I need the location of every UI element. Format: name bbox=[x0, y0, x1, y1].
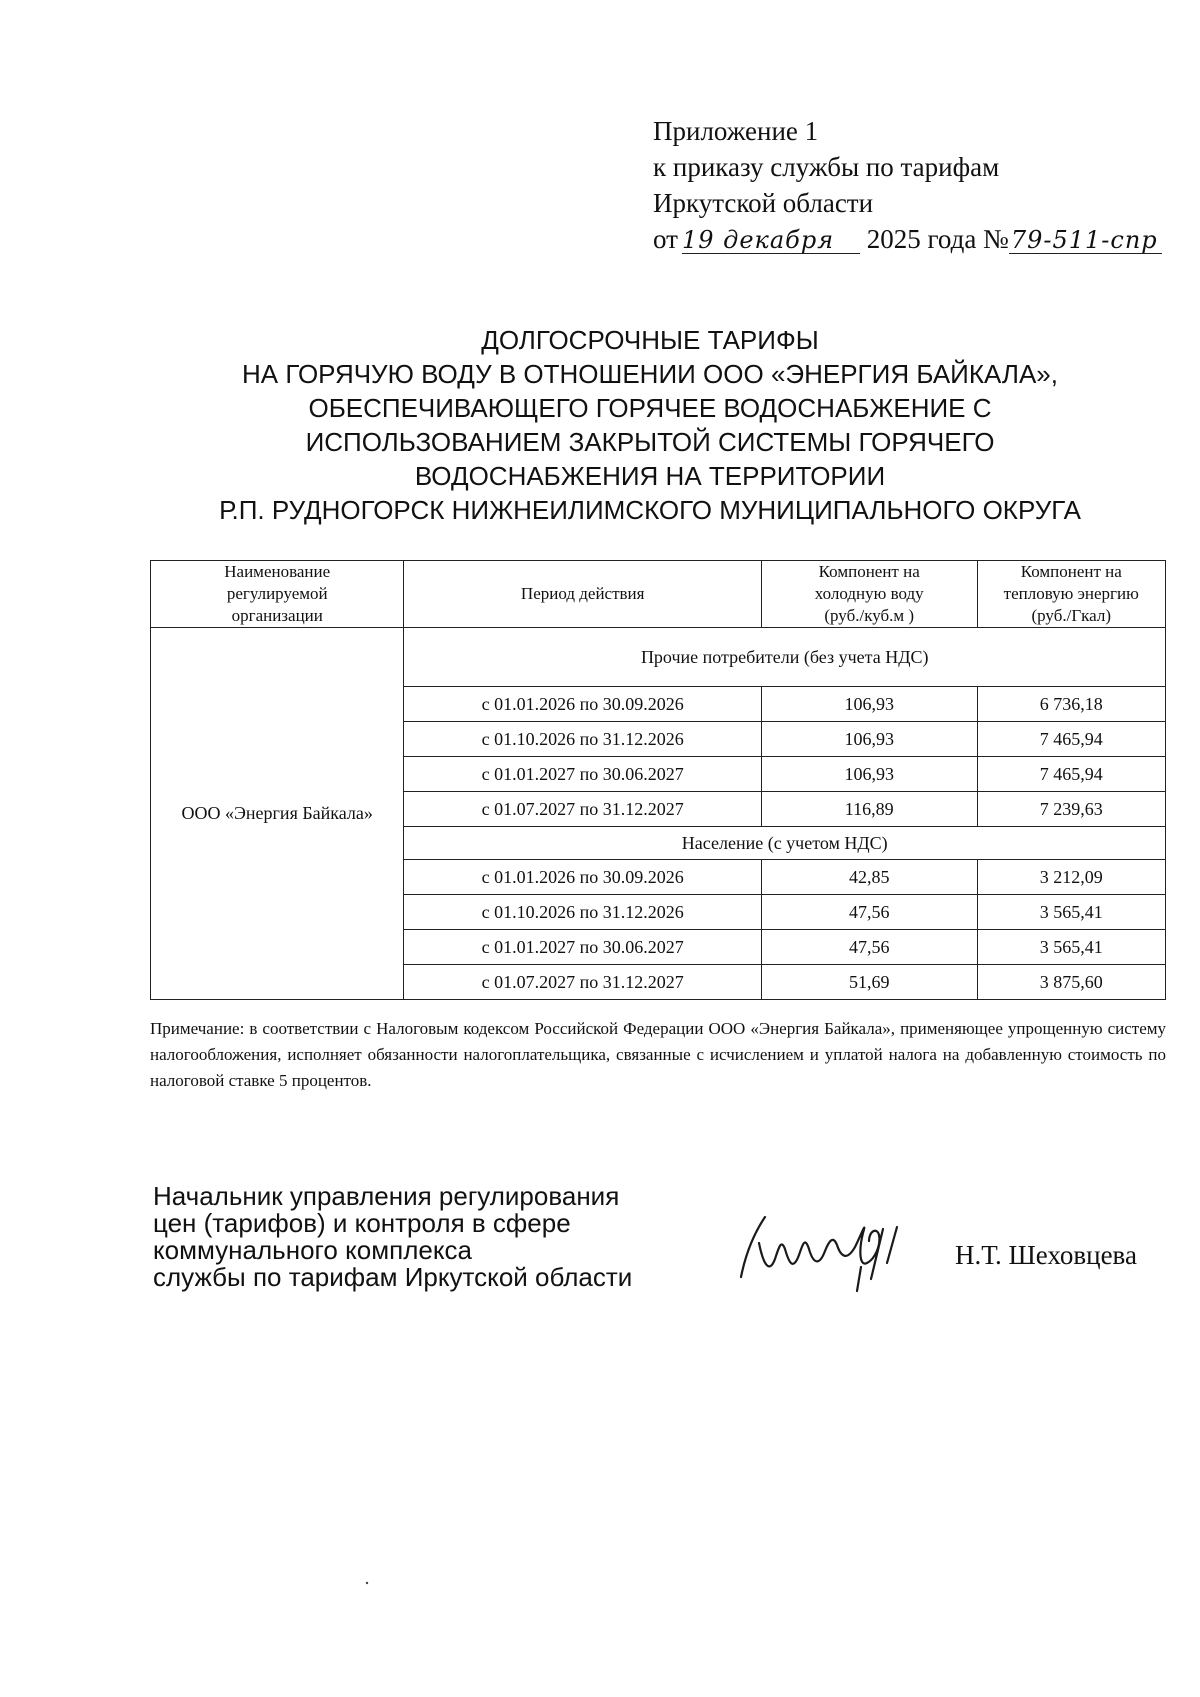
group-label: Прочие потребители (без учета НДС) bbox=[404, 628, 1166, 687]
title-line: Р.П. РУДНОГОРСК НИЖНЕИЛИМСКОГО МУНИЦИПАЛЬНОГО ОКРУГА bbox=[219, 495, 1081, 525]
table-note: Примечание: в соответствии с Налоговым кодексом Российской Федерации ООО «Энергия Байкала», применяющее упрощенную систему налогообложения, исполняет обязанности налогоплательщика, связанные с исчислением и уплатой налога на добавленную стоимость по налоговой ставке 5 процентов. bbox=[150, 1019, 1166, 1090]
heat-energy-cell: 7 465,94 bbox=[977, 757, 1166, 792]
period-cell: с 01.10.2026 по 31.12.2026 bbox=[404, 722, 761, 757]
cold-water-cell: 106,93 bbox=[761, 757, 977, 792]
cold-water-cell: 106,93 bbox=[761, 722, 977, 757]
handwritten-order-number: 79-511-спр bbox=[1010, 226, 1158, 254]
scan-speck bbox=[366, 1582, 368, 1584]
signer-line: службы по тарифам Иркутской области bbox=[153, 1262, 633, 1292]
title-line: ВОДОСНАБЖЕНИЯ НА ТЕРРИТОРИИ bbox=[414, 461, 886, 491]
header-heat-energy bbox=[977, 561, 1166, 628]
heat-energy-cell: 7 465,94 bbox=[977, 722, 1166, 757]
header-org-line: организации bbox=[231, 606, 323, 625]
handwritten-signature bbox=[733, 1205, 918, 1295]
signer-line: цен (тарифов) и контроля в сфере bbox=[153, 1208, 571, 1238]
header-heat-line: тепловую энергию bbox=[1003, 584, 1139, 603]
tariff-table bbox=[150, 560, 1166, 1000]
heat-energy-cell: 3 212,09 bbox=[977, 860, 1166, 895]
document-title bbox=[150, 323, 1150, 527]
heat-energy-cell: 3 565,41 bbox=[977, 895, 1166, 930]
header-organization bbox=[151, 561, 404, 628]
handwritten-date: 19 декабря bbox=[681, 226, 835, 254]
period-cell: с 01.07.2027 по 31.12.2027 bbox=[404, 965, 761, 1000]
header-cold-line: холодную воду bbox=[814, 584, 924, 603]
header-org-line: Наименование bbox=[224, 562, 331, 581]
header-period: Период действия bbox=[404, 561, 761, 628]
signer-name: Н.Т. Шеховцева bbox=[955, 1240, 1137, 1270]
cold-water-cell: 116,89 bbox=[761, 792, 977, 827]
appendix-line-2: к приказу службы по тарифам bbox=[653, 152, 1000, 182]
appendix-date-line bbox=[653, 221, 1162, 257]
signer-position bbox=[153, 1183, 632, 1291]
cold-water-cell: 42,85 bbox=[761, 860, 977, 895]
signer-line: Начальник управления регулирования bbox=[153, 1181, 620, 1211]
table-header-row bbox=[151, 561, 1166, 628]
heat-energy-cell: 7 239,63 bbox=[977, 792, 1166, 827]
cold-water-cell: 106,93 bbox=[761, 687, 977, 722]
header-heat-line: (руб./Гкал) bbox=[1031, 606, 1111, 625]
cold-water-cell: 51,69 bbox=[761, 965, 977, 1000]
header-cold-line: (руб./куб.м ) bbox=[824, 606, 915, 625]
cold-water-cell: 47,56 bbox=[761, 930, 977, 965]
period-cell: с 01.10.2026 по 31.12.2026 bbox=[404, 895, 761, 930]
header-cold-line: Компонент на bbox=[818, 562, 920, 581]
order-number-field bbox=[1009, 226, 1162, 254]
appendix-line-3: Иркутской области bbox=[653, 188, 874, 218]
heat-energy-cell: 3 565,41 bbox=[977, 930, 1166, 965]
header-org-line: регулируемой bbox=[226, 584, 328, 603]
date-prefix: от bbox=[653, 224, 678, 254]
period-cell: с 01.01.2026 по 30.09.2026 bbox=[404, 860, 761, 895]
group-label: Население (с учетом НДС) bbox=[404, 827, 1166, 860]
title-line: ИСПОЛЬЗОВАНИЕМ ЗАКРЫТОЙ СИСТЕМЫ ГОРЯЧЕГО bbox=[305, 427, 995, 457]
header-cold-water bbox=[761, 561, 977, 628]
group-row-other-consumers bbox=[151, 628, 1166, 687]
year-text: 2025 года № bbox=[866, 224, 1009, 254]
period-cell: с 01.01.2027 по 30.06.2027 bbox=[404, 757, 761, 792]
period-cell: с 01.01.2026 по 30.09.2026 bbox=[404, 687, 761, 722]
date-field bbox=[682, 226, 860, 254]
cold-water-cell: 47,56 bbox=[761, 895, 977, 930]
heat-energy-cell: 3 875,60 bbox=[977, 965, 1166, 1000]
title-line: НА ГОРЯЧУЮ ВОДУ В ОТНОШЕНИИ ООО «ЭНЕРГИЯ БАЙКАЛА», bbox=[242, 359, 1058, 389]
period-cell: с 01.01.2027 по 30.06.2027 bbox=[404, 930, 761, 965]
signer-line: коммунального комплекса bbox=[153, 1235, 472, 1265]
organization-cell: ООО «Энергия Байкала» bbox=[151, 628, 404, 1000]
header-heat-line: Компонент на bbox=[1020, 562, 1122, 581]
title-line: ОБЕСПЕЧИВАЮЩЕГО ГОРЯЧЕЕ ВОДОСНАБЖЕНИЕ С bbox=[308, 393, 992, 423]
period-cell: с 01.07.2027 по 31.12.2027 bbox=[404, 792, 761, 827]
title-line: ДОЛГОСРОЧНЫЕ ТАРИФЫ bbox=[481, 325, 819, 355]
appendix-block bbox=[653, 113, 1162, 257]
appendix-line-1: Приложение 1 bbox=[653, 116, 819, 146]
heat-energy-cell: 6 736,18 bbox=[977, 687, 1166, 722]
